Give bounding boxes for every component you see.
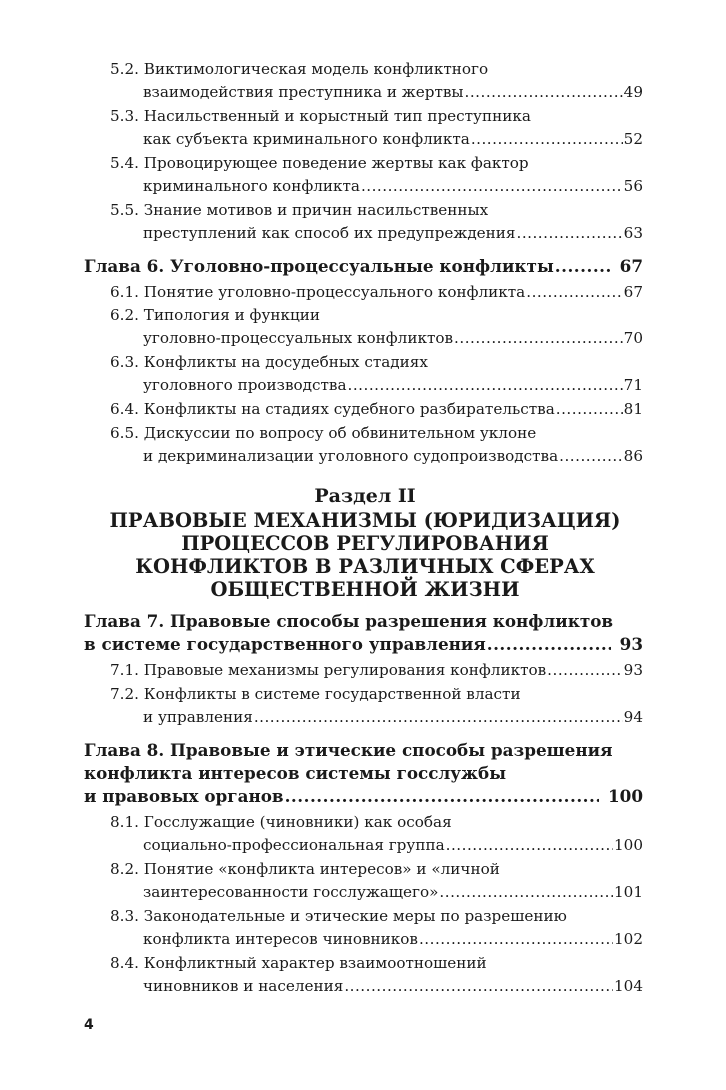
page-ref: 49 (623, 83, 643, 101)
toc-entry-5-3[interactable] (143, 130, 643, 148)
leader-dots (547, 661, 623, 679)
toc-entry-text: как субъекта криминального конфликта (143, 130, 470, 148)
toc-entry-6-1[interactable] (110, 283, 643, 301)
chapter-title: в системе государственного управления (84, 634, 486, 654)
toc-entry-6-4[interactable] (110, 400, 643, 418)
page-ref: 71 (623, 376, 643, 394)
leader-dots (348, 376, 623, 394)
section-title-line: ПРАВОВЫЕ МЕХАНИЗМЫ (ЮРИДИЗАЦИЯ) (109, 509, 621, 532)
leader-dots (446, 836, 613, 854)
toc-entry-8-3-line1: 8.3. Законодательные и этические меры по разрешению (110, 907, 567, 925)
page-ref: 93 (619, 634, 643, 654)
section-title-line: ОБЩЕСТВЕННОЙ ЖИЗНИ (210, 578, 520, 601)
leader-dots (559, 447, 623, 465)
toc-entry-text: социально-профессиональная группа (143, 836, 445, 854)
toc-entry-text: 6.1. Понятие уголовно-процессуального конфликта (110, 283, 526, 301)
page-ref: 104 (614, 977, 643, 995)
page-ref: 70 (623, 329, 643, 347)
leader-dots (454, 329, 623, 347)
toc-entry-text: криминального конфликта (143, 177, 360, 195)
page-ref: 86 (623, 447, 643, 465)
toc-entry-7-2-line1: 7.2. Конфликты в системе государственной власти (110, 685, 521, 703)
toc-entry-6-3[interactable] (143, 376, 643, 394)
page-number: 4 (84, 1017, 94, 1033)
page-ref: 94 (623, 708, 643, 726)
toc-chapter-8-line2: конфликта интересов системы госслужбы (84, 763, 507, 783)
leader-dots (526, 283, 622, 301)
toc-entry-text: взаимодействия преступника и жертвы (143, 83, 464, 101)
toc-entry-text: заинтересованности госслужащего» (143, 883, 439, 901)
toc-entry-text: 6.4. Конфликты на стадиях судебного разбирательства (110, 400, 555, 418)
toc-entry-5-3-line1: 5.3. Насильственный и корыстный тип преступника (110, 107, 531, 125)
toc-entry-text: чиновников и населения (143, 977, 344, 995)
chapter-title: Глава 6. Уголовно-процессуальные конфликты (84, 256, 554, 276)
leader-dots (471, 130, 623, 148)
toc-entry-text: преступлений как способ их предупреждения (143, 224, 516, 242)
toc-entry-7-1[interactable] (110, 661, 643, 679)
toc-chapter-8[interactable] (84, 786, 643, 806)
toc-entry-6-5[interactable] (143, 447, 643, 465)
page-ref: 52 (623, 130, 643, 148)
page-ref: 100 (607, 786, 643, 806)
leader-dots (344, 977, 613, 995)
page-ref: 67 (623, 283, 643, 301)
toc-entry-8-1-line1: 8.1. Госслужащие (чиновники) как особая (110, 813, 452, 831)
toc-chapter-6[interactable] (84, 256, 643, 276)
leader-dots (361, 177, 623, 195)
chapter-title: и правовых органов (84, 786, 284, 806)
toc-entry-6-2-line1: 6.2. Типология и функции (110, 306, 321, 324)
page-ref: 102 (614, 930, 643, 948)
leader-dots (517, 224, 623, 242)
toc-entry-text: 7.1. Правовые механизмы регулирования конфликтов (110, 661, 547, 679)
toc-entry-text: и декриминализации уголовного судопроизводства (143, 447, 559, 465)
section-title-line: ПРОЦЕССОВ РЕГУЛИРОВАНИЯ (181, 532, 549, 555)
toc-entry-6-5-line1: 6.5. Дискуссии по вопросу об обвинительном уклоне (110, 424, 537, 442)
toc-chapter-8-line1: Глава 8. Правовые и этические способы разрешения (84, 740, 613, 760)
toc-entry-text: конфликта интересов чиновников (143, 930, 418, 948)
leader-dots (285, 786, 599, 806)
leader-dots (487, 634, 611, 654)
toc-entry-8-3[interactable] (143, 930, 643, 948)
page-ref: 63 (623, 224, 643, 242)
toc-entry-text: уголовно-процессуальных конфликтов (143, 329, 454, 347)
leader-dots (556, 400, 623, 418)
toc-entry-6-3-line1: 6.3. Конфликты на досудебных стадиях (110, 353, 428, 371)
leader-dots (465, 83, 623, 101)
section-label: Раздел II (314, 485, 416, 507)
toc-entry-8-1[interactable] (143, 836, 643, 854)
toc-entry-8-2[interactable] (143, 883, 643, 901)
toc-entry-5-4-line1: 5.4. Провоцирующее поведение жертвы как фактор (110, 154, 529, 172)
toc-entry-8-4-line1: 8.4. Конфликтный характер взаимоотношений (110, 954, 487, 972)
toc-entry-text: и управления (143, 708, 253, 726)
toc-entry-text: уголовного производства (143, 376, 347, 394)
toc-entry-8-4[interactable] (143, 977, 643, 995)
toc-entry-5-5-line1: 5.5. Знание мотивов и причин насильственных (110, 201, 489, 219)
toc-entry-6-2[interactable] (143, 329, 643, 347)
leader-dots (439, 883, 613, 901)
toc-entry-5-2[interactable] (143, 83, 643, 101)
toc-entry-7-2[interactable] (143, 708, 643, 726)
page-ref: 93 (623, 661, 643, 679)
page-ref: 56 (623, 177, 643, 195)
toc-entry-5-5[interactable] (143, 224, 643, 242)
leader-dots (555, 256, 611, 276)
toc-entry-5-4[interactable] (143, 177, 643, 195)
toc-entry-5-2-line1: 5.2. Виктимологическая модель конфликтного (110, 60, 489, 78)
page-ref: 81 (623, 400, 643, 418)
section-title-line: КОНФЛИКТОВ В РАЗЛИЧНЫХ СФЕРАХ (135, 555, 595, 578)
toc-chapter-7[interactable] (84, 634, 643, 654)
leader-dots (419, 930, 613, 948)
toc-chapter-7-line1: Глава 7. Правовые способы разрешения конфликтов (84, 611, 614, 631)
leader-dots (254, 708, 623, 726)
page-ref: 100 (614, 836, 643, 854)
page-ref: 67 (619, 256, 643, 276)
page-ref: 101 (614, 883, 643, 901)
toc-entry-8-2-line1: 8.2. Понятие «конфликта интересов» и «личной (110, 860, 500, 878)
